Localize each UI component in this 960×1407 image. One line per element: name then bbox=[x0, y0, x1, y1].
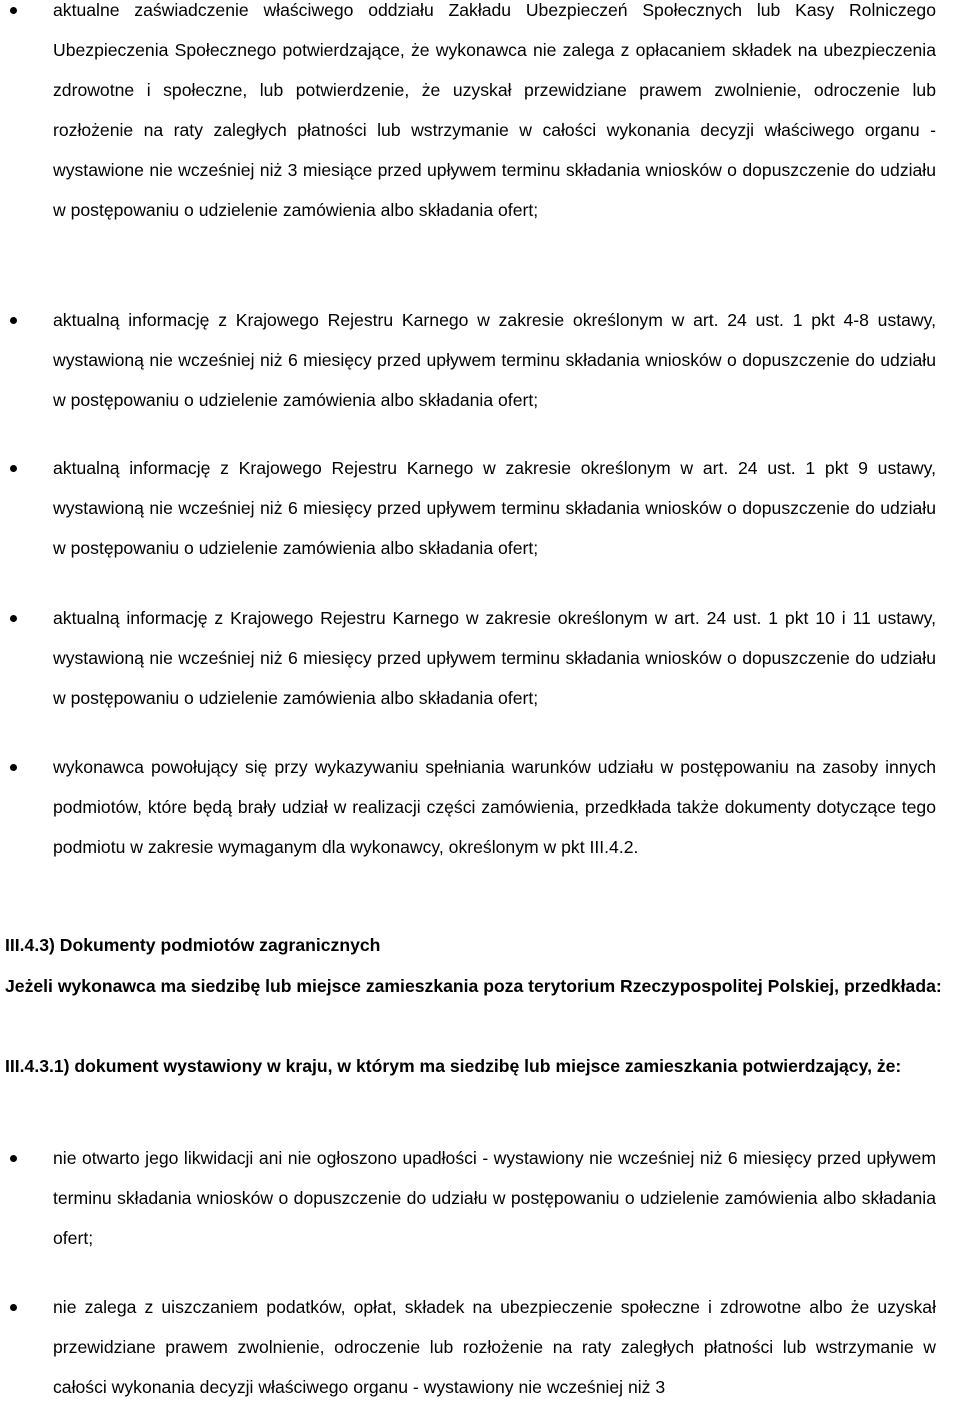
subsection-heading: III.4.3.1) dokument wystawiony w kraju, w którym ma siedzibę lub miejsce zamieszkania potwierdzający, że: bbox=[5, 1056, 902, 1076]
section-heading: III.4.3) Dokumenty podmiotów zagranicznych bbox=[5, 935, 381, 955]
bullet-icon bbox=[10, 1304, 17, 1311]
list-item-text: aktualną informację z Krajowego Rejestru Karnego w zakresie określonym w art. 24 ust. 1 pkt 9 ustawy, wystawioną nie wcześniej niż 6 miesięcy przed upływem terminu składania wniosków o dopuszczenie do udziału w postępowaniu o udzielenie zamówienia albo składania ofert; bbox=[53, 458, 936, 558]
bullet-icon bbox=[10, 465, 17, 472]
bullet-icon bbox=[10, 615, 17, 622]
bullet-icon bbox=[10, 764, 17, 771]
bullet-icon bbox=[10, 1155, 17, 1162]
list-item-text: aktualną informację z Krajowego Rejestru Karnego w zakresie określonym w art. 24 ust. 1 pkt 4-8 ustawy, wystawioną nie wcześniej niż 6 miesięcy przed upływem terminu składania wniosków o dopuszczenie do udziału w postępowaniu o udzielenie zamówienia albo składania ofert; bbox=[53, 310, 936, 410]
bullet-icon bbox=[10, 7, 17, 14]
list-item-text: aktualną informację z Krajowego Rejestru Karnego w zakresie określonym w art. 24 ust. 1 pkt 10 i 11 ustawy, wystawioną nie wcześniej niż 6 miesięcy przed upływem terminu składania wniosków o dopuszczenie do udziału w postępowaniu o udzielenie zamówienia albo składania ofert; bbox=[53, 608, 936, 708]
list-item-text: wykonawca powołujący się przy wykazywaniu spełniania warunków udziału w postępowaniu na zasoby innych podmiotów, które będą brały udział w realizacji części zamówienia, przedkłada także dokumenty dotyczące tego podmiotu w zakresie wymaganym dla wykonawcy, określonym w pkt III.4.2. bbox=[53, 757, 936, 857]
list-item-text: nie zalega z uiszczaniem podatków, opłat, składek na ubezpieczenie społeczne i zdrowotne albo że uzyskał przewidziane prawem zwolnienie, odroczenie lub rozłożenie na raty zaległych płatności lub wstrzymanie w całości wykonania decyzji właściwego organu - wystawiony nie wcześniej niż 3 bbox=[53, 1297, 936, 1397]
bullet-icon bbox=[10, 317, 17, 324]
list-item-text: nie otwarto jego likwidacji ani nie ogłoszono upadłości - wystawiony nie wcześniej niż 6 miesięcy przed upływem terminu składania wniosków o dopuszczenie do udziału w postępowaniu o udzielenie zamówienia albo składania ofert; bbox=[53, 1148, 936, 1248]
list-item-text: aktualne zaświadczenie właściwego oddziału Zakładu Ubezpieczeń Społecznych lub Kasy Rolniczego Ubezpieczenia Społecznego potwierdzające, że wykonawca nie zalega z opłacaniem składek na ubezpieczenia zdrowotne i społeczne, lub potwierdzenie, że uzyskał przewidziane prawem zwolnienie, odroczenie lub rozłożenie na raty zaległych płatności lub wstrzymanie w całości wykonania decyzji właściwego organu - wystawione nie wcześniej niż 3 miesiące przed upływem terminu składania wniosków o dopuszczenie do udziału w postępowaniu o udzielenie zamówienia albo składania ofert; bbox=[53, 0, 936, 220]
section-intro: Jeżeli wykonawca ma siedzibę lub miejsce zamieszkania poza terytorium Rzeczypospolitej Polskiej, przedkłada: bbox=[5, 976, 942, 996]
